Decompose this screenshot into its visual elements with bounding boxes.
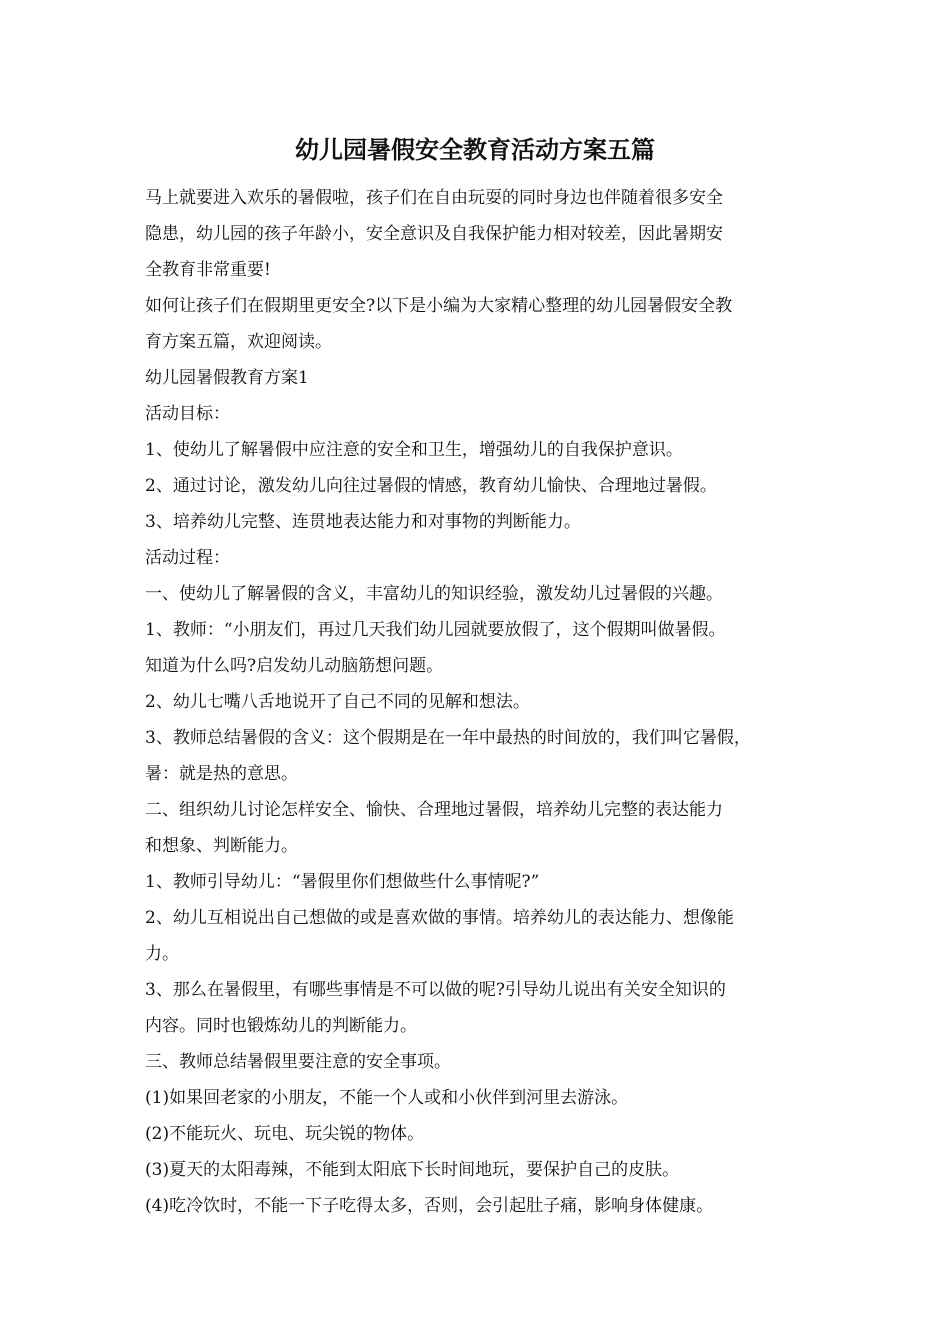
text-line: 1、教师：“小朋友们，再过几天我们幼儿园就要放假了，这个假期叫做暑假。 bbox=[145, 620, 726, 640]
text-line: 知道为什么吗?启发幼儿动脑筋想问题。 bbox=[145, 656, 444, 676]
text-line: 和想象、判断能力。 bbox=[145, 836, 298, 856]
list-item: (3)夏天的太阳毒辣，不能到太阳底下长时间地玩，要保护自己的皮肤。 bbox=[145, 1160, 680, 1180]
text-line: 1、教师引导幼儿：“暑假里你们想做些什么事情呢?” bbox=[145, 872, 540, 892]
text-line: 1、使幼儿了解暑假中应注意的安全和卫生，增强幼儿的自我保护意识。 bbox=[145, 440, 683, 460]
text-line: 2、幼儿七嘴八舌地说开了自己不同的见解和想法。 bbox=[145, 692, 530, 712]
text-line: 一、使幼儿了解暑假的含义，丰富幼儿的知识经验，激发幼儿过暑假的兴趣。 bbox=[145, 584, 723, 604]
section-heading: 幼儿园暑假教育方案1 bbox=[145, 368, 309, 388]
text-line: 隐患，幼儿园的孩子年龄小，安全意识及自我保护能力相对较差，因此暑期安 bbox=[145, 224, 723, 244]
text-line: 三、教师总结暑假里要注意的安全事项。 bbox=[145, 1052, 451, 1072]
text-line: 力。 bbox=[145, 944, 179, 964]
text-line: 3、那么在暑假里，有哪些事情是不可以做的呢?引导幼儿说出有关安全知识的 bbox=[145, 980, 726, 1000]
text-line: 3、培养幼儿完整、连贯地表达能力和对事物的判断能力。 bbox=[145, 512, 581, 532]
list-item: (2)不能玩火、玩电、玩尖锐的物体。 bbox=[145, 1124, 425, 1144]
text-line: 暑：就是热的意思。 bbox=[145, 764, 298, 784]
text-line: 如何让孩子们在假期里更安全?以下是小编为大家精心整理的幼儿园暑假安全教 bbox=[145, 296, 733, 316]
list-item: (4)吃冷饮时，不能一下子吃得太多，否则，会引起肚子痛，影响身体健康。 bbox=[145, 1196, 714, 1216]
text-line: 二、组织幼儿讨论怎样安全、愉快、合理地过暑假，培养幼儿完整的表达能力 bbox=[145, 800, 723, 820]
text-line: 2、幼儿互相说出自己想做的或是喜欢做的事情。培养幼儿的表达能力、想像能 bbox=[145, 908, 734, 928]
document-title: 幼儿园暑假安全教育活动方案五篇 bbox=[295, 135, 655, 164]
list-item: (1)如果回老家的小朋友，不能一个人或和小伙伴到河里去游泳。 bbox=[145, 1088, 629, 1108]
text-line: 马上就要进入欢乐的暑假啦，孩子们在自由玩耍的同时身边也伴随着很多安全 bbox=[145, 188, 723, 208]
text-line: 2、通过讨论，激发幼儿向往过暑假的情感，教育幼儿愉快、合理地过暑假。 bbox=[145, 476, 717, 496]
subheading: 活动过程： bbox=[145, 548, 230, 568]
text-line: 育方案五篇，欢迎阅读。 bbox=[145, 332, 332, 352]
subheading: 活动目标： bbox=[145, 404, 230, 424]
text-line: 3、教师总结暑假的含义：这个假期是在一年中最热的时间放的，我们叫它暑假， bbox=[145, 728, 751, 748]
text-line: 内容。同时也锻炼幼儿的判断能力。 bbox=[145, 1016, 417, 1036]
document-body bbox=[145, 180, 825, 1224]
text-line: 全教育非常重要! bbox=[145, 260, 271, 280]
